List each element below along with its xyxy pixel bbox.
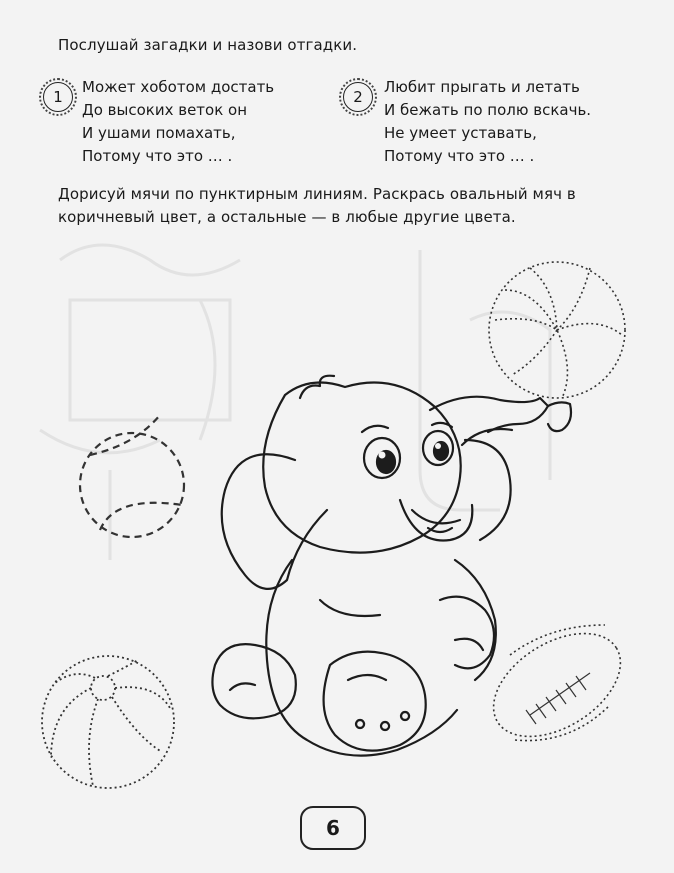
riddle-line: Потому что это … . <box>384 147 535 165</box>
page-number: 6 <box>300 806 366 850</box>
riddle-number-badge: 1 <box>43 82 73 112</box>
riddle-line: До высоких веток он <box>82 101 248 119</box>
riddle-line: И ушами помахать, <box>82 124 236 142</box>
riddle-line: Потому что это … . <box>82 147 233 165</box>
riddle-line: Любит прыгать и летать <box>384 78 580 96</box>
balls-instruction: Дорисуй мячи по пунктирным линиям. Раскрась овальный мяч в коричневый цвет, а остальные — в любые другие цвета. <box>58 185 576 226</box>
riddles-instruction: Послушай загадки и назови отгадки. <box>58 36 358 54</box>
riddle-line: Не умеет уставать, <box>384 124 537 142</box>
riddle-line: Может хоботом достать <box>82 78 275 96</box>
riddle-number-badge: 2 <box>343 82 373 112</box>
riddle-line: И бежать по полю вскачь. <box>384 101 592 119</box>
